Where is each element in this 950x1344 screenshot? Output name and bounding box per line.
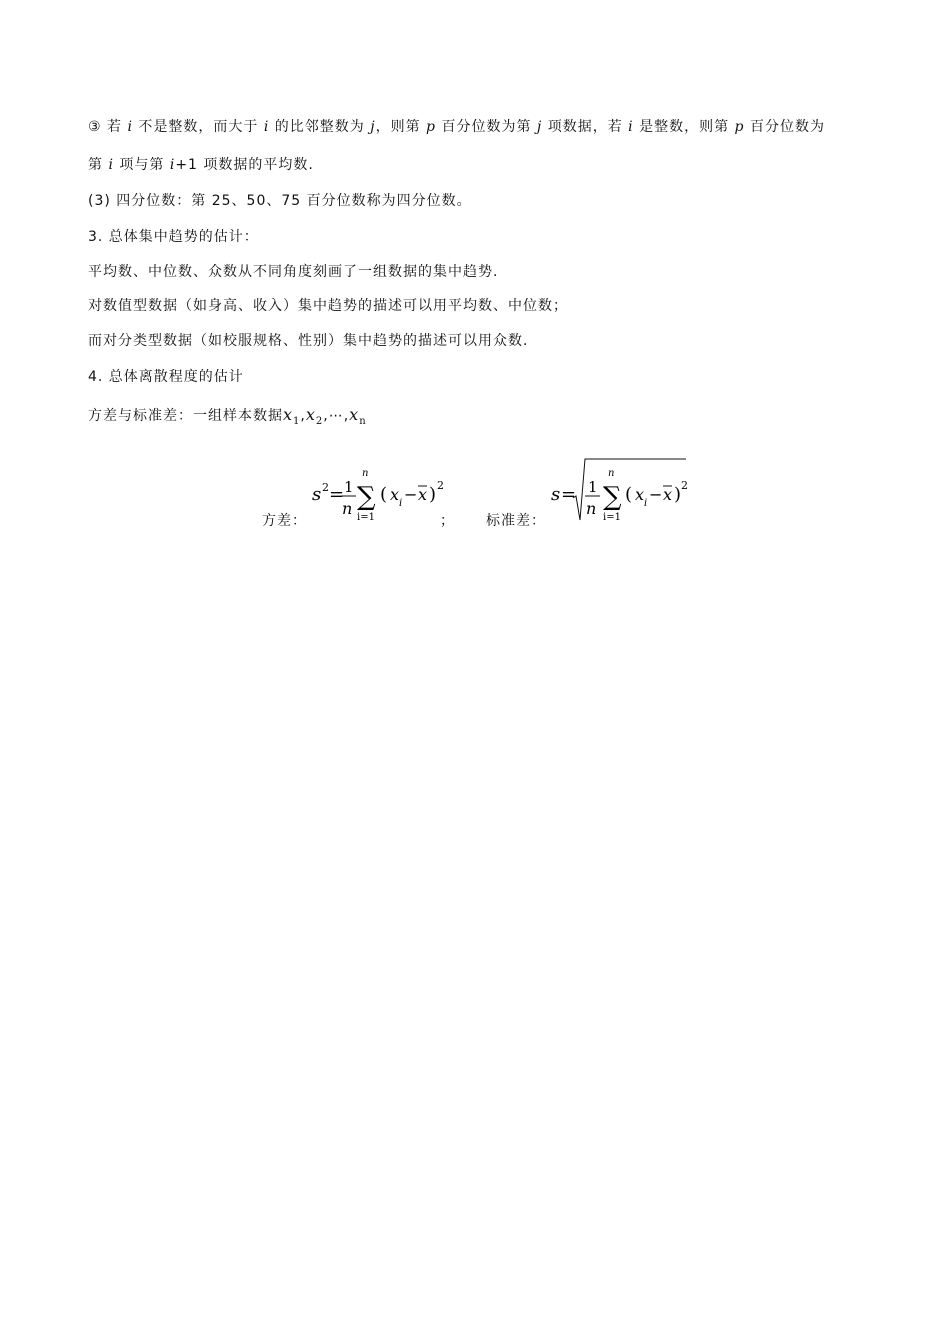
percentile-rule-line-1 [88,117,825,137]
var-j: j [536,119,543,135]
variance-sum-sign: ∑ [357,482,376,512]
variance-paren-close: ) [429,484,437,505]
section-3-line-2: 对数值型数据（如身高、收入）集中趋势的描述可以用平均数、中位数； [88,298,568,314]
variance-frac-num: 1 [344,478,354,496]
var-j: j [370,119,376,135]
subscript: 1 [293,416,301,427]
variance-xi-sub: i [399,498,403,509]
variance-lhs-exponent: 2 [322,481,329,494]
stddev-minus: − [649,485,663,504]
text-segment: 不是整数，而大于 [132,119,264,135]
var-x: x [349,405,360,424]
var-p: p [426,119,436,135]
variance-equals: = [329,484,345,505]
stddev-xi: x [635,485,645,504]
comma: , [343,408,350,424]
stddev-sum-sign: ∑ [603,482,622,512]
text-segment: ③ 若 [88,119,128,135]
text-segment: 方差与标准差：一组样本数据 [88,408,283,424]
stddev-formula [548,456,698,528]
section-3-line-3: 而对分类型数据（如校服规格、性别）集中趋势的描述可以用众数. [88,333,529,349]
variance-exponent: 2 [437,479,444,492]
quartile-definition: (3) 四分位数：第 25、50、75 百分位数称为四分位数。 [88,193,472,209]
variance-frac-den: n [342,499,353,518]
text-segment: 的比邻整数为 [269,119,371,135]
percentile-rule-line-2 [88,155,314,175]
variance-lhs: s [312,484,322,505]
stddev-exponent: 2 [681,479,688,492]
stddev-xbar: x [663,485,673,504]
variance-label: 方差： [262,513,307,529]
comma: , [323,408,329,424]
text-segment: 是整数，则第 [633,119,735,135]
text-segment: 项与第 [113,157,170,173]
text-segment: 百分位数为 [744,119,825,135]
variance-paren-open: ( [380,484,388,505]
text-segment: +1 项数据的平均数. [175,157,314,173]
variance-minus: − [404,485,418,504]
var-i: i [169,157,176,173]
var-x: x [305,405,316,424]
stddev-sum-lower: i=1 [603,512,621,523]
var-i: i [628,119,634,135]
variance-xbar: x [418,485,428,504]
ellipsis: ⋯ [328,408,344,424]
section-3-line-1: 平均数、中位数、众数从不同角度刻画了一组数据的集中趋势. [88,264,499,280]
text-segment: 项数据，若 [542,119,629,135]
section-4-heading: 4. 总体离散程度的估计 [88,369,244,385]
stddev-paren-close: ) [674,484,682,505]
stddev-equals: = [561,484,577,505]
stddev-frac-den: n [586,499,597,518]
var-i: i [263,119,270,135]
text-segment: 百分位数为第 [436,119,537,135]
stddev-lhs: s [551,484,561,505]
var-x: x [283,405,294,424]
variance-formula [308,462,448,528]
comma: , [300,408,306,424]
text-segment: ，则第 [375,119,427,135]
variance-xi: x [390,485,400,504]
formula-separator: ； [440,513,455,529]
text-segment: 第 [88,157,109,173]
variance-sum-upper: n [362,468,369,479]
variance-sum-lower: i=1 [357,512,375,523]
stddev-sum-upper: n [608,468,615,479]
stddev-frac-num: 1 [588,478,598,496]
var-i: i [108,157,114,173]
subscript: n [359,416,367,427]
section-4-line-1 [88,405,367,432]
stddev-label: 标准差： [486,513,546,529]
var-i: i [127,119,133,135]
section-3-heading: 3. 总体集中趋势的估计： [88,229,259,245]
stddev-paren-open: ( [625,484,633,505]
subscript: 2 [315,416,324,427]
stddev-xi-sub: i [644,498,648,509]
var-p: p [734,119,745,135]
